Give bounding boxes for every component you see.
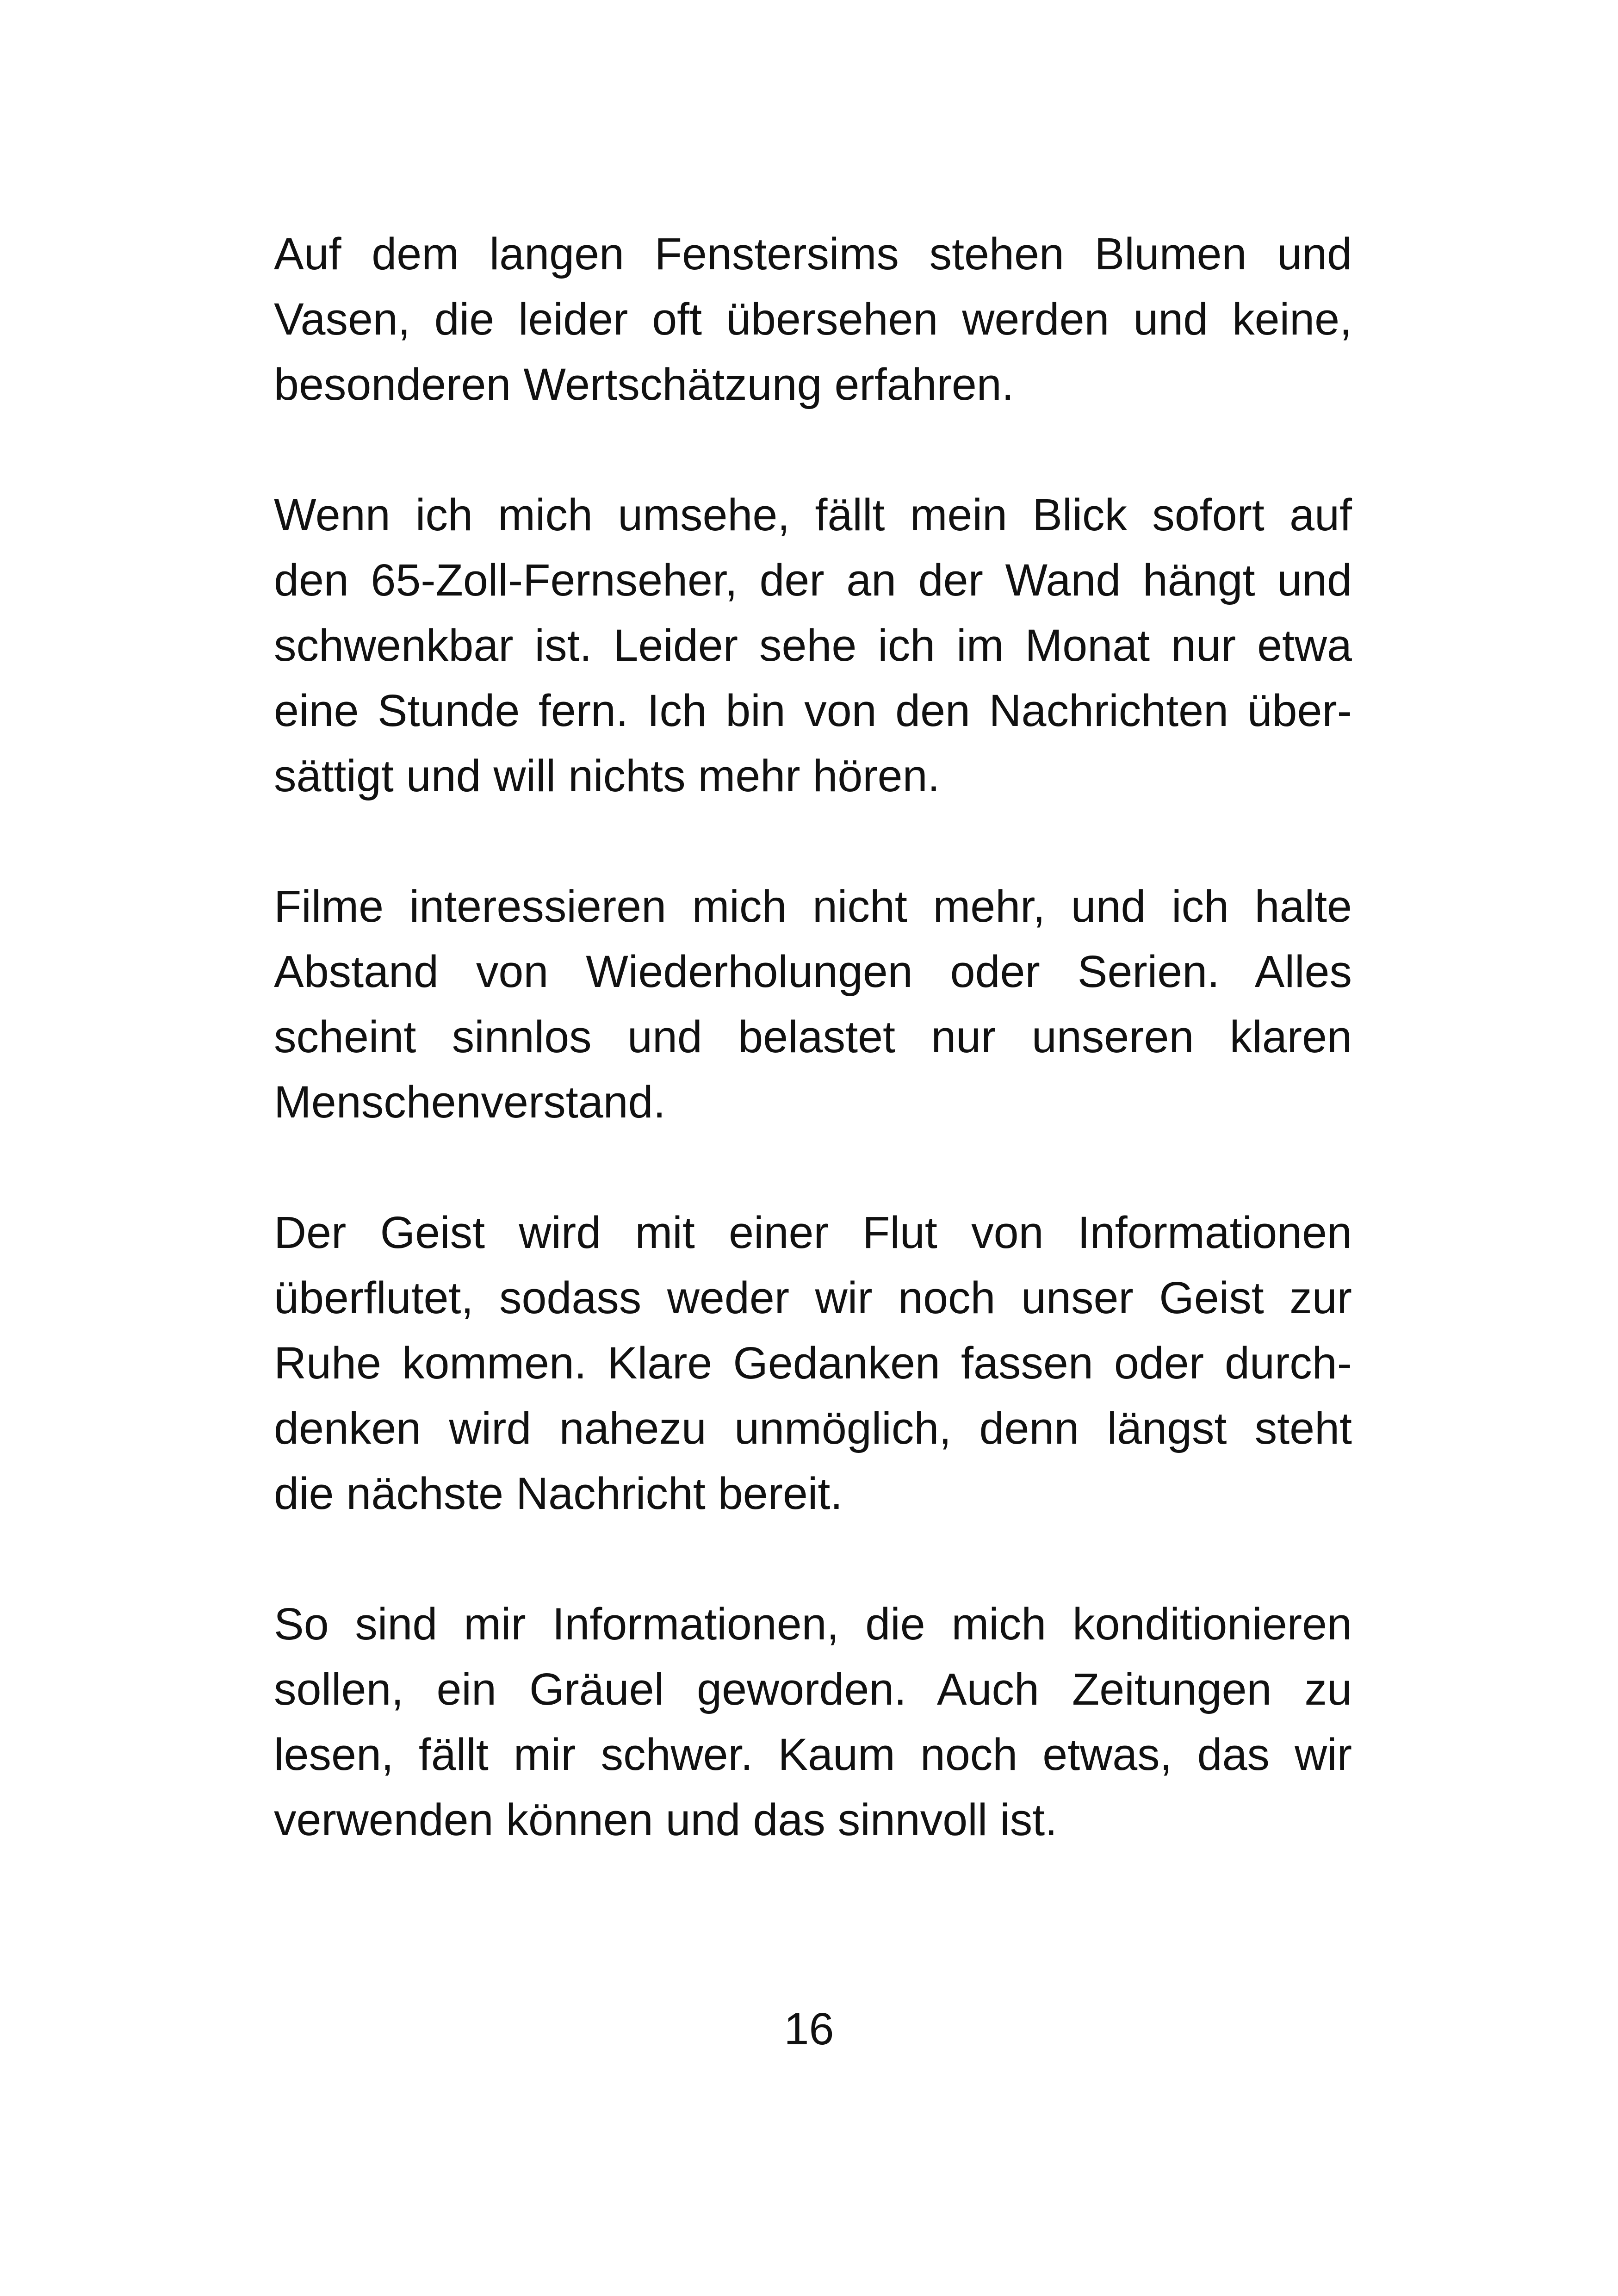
text-line: eine Stunde fern. Ich bin von den Nachrichten über- [274, 685, 1352, 736]
text-line: sättigt und will nichts mehr hören. [274, 751, 940, 801]
paragraph-3 [274, 874, 1352, 1135]
paragraph-5 [274, 1591, 1352, 1852]
text-line: überflutet, sodass weder wir noch unser Geist zur [274, 1272, 1352, 1323]
text-line: verwenden können und das sinnvoll ist. [274, 1794, 1058, 1845]
text-line: den 65-Zoll-Fernseher, der an der Wand hängt und [274, 555, 1352, 605]
paragraph-2 [274, 482, 1352, 808]
text-line: scheint sinnlos und belastet nur unseren klaren [274, 1011, 1352, 1062]
paragraph-4 [274, 1200, 1352, 1526]
text-line: schwenkbar ist. Leider sehe ich im Monat nur etwa [274, 620, 1352, 670]
text-line: besonderen Wertschätzung erfahren. [274, 359, 1014, 410]
text-line: sollen, ein Gräuel geworden. Auch Zeitungen zu [274, 1664, 1352, 1714]
text-line: denken wird nahezu unmöglich, denn längst steht [274, 1403, 1352, 1453]
body-text [274, 221, 1352, 1917]
text-line: Filme interessieren mich nicht mehr, und ich halte [274, 881, 1352, 931]
paragraph-1 [274, 221, 1352, 417]
text-line: Auf dem langen Fenstersims stehen Blumen und [274, 229, 1352, 279]
text-line: Menschenverstand. [274, 1077, 666, 1127]
text-line: lesen, fällt mir schwer. Kaum noch etwas, das wir [274, 1729, 1352, 1780]
text-line: So sind mir Informationen, die mich konditionieren [274, 1599, 1352, 1649]
text-line: Abstand von Wiederholungen oder Serien. Alles [274, 946, 1352, 997]
text-line: Ruhe kommen. Klare Gedanken fassen oder durch- [274, 1338, 1352, 1388]
text-line: Der Geist wird mit einer Flut von Informationen [274, 1207, 1352, 1258]
text-line: Vasen, die leider oft übersehen werden und keine, [274, 294, 1352, 344]
text-line: Wenn ich mich umsehe, fällt mein Blick sofort auf [274, 490, 1352, 540]
page-number: 16 [784, 2004, 834, 2054]
text-line: die nächste Nachricht bereit. [274, 1468, 843, 1519]
